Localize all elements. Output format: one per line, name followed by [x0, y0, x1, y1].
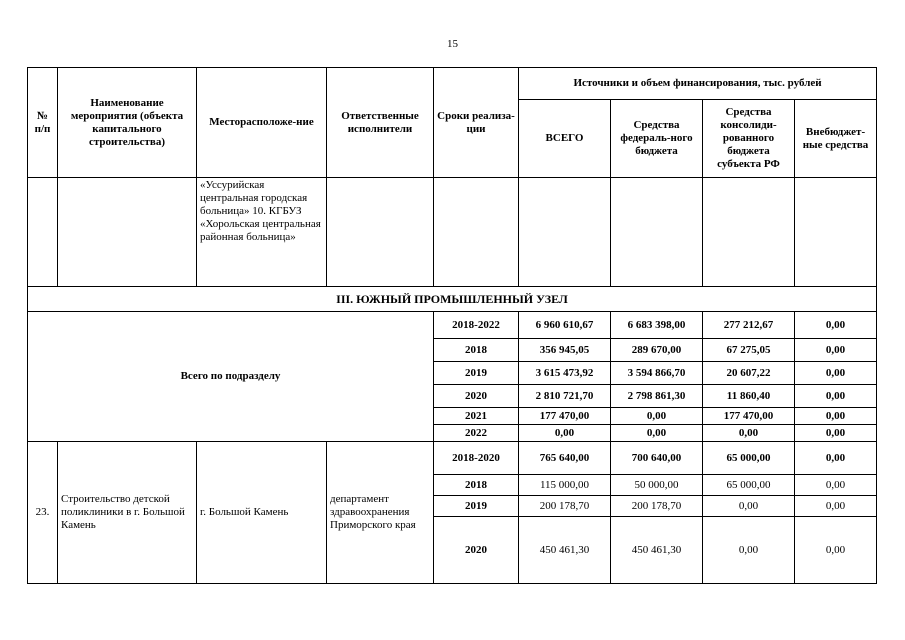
federal-cell: 2 798 861,30 — [611, 385, 703, 408]
section-title-row — [28, 287, 877, 312]
cell-empty — [519, 178, 611, 287]
federal-cell: 200 178,70 — [611, 496, 703, 517]
header-total: ВСЕГО — [519, 100, 611, 178]
total-cell: 2 810 721,70 — [519, 385, 611, 408]
regional-cell: 65 000,00 — [703, 475, 795, 496]
table-row-continuation — [28, 178, 877, 287]
cell-empty — [703, 178, 795, 287]
regional-cell: 65 000,00 — [703, 442, 795, 475]
federal-cell: 6 683 398,00 — [611, 312, 703, 339]
extra-cell: 0,00 — [795, 408, 877, 425]
item-number: 23. — [28, 442, 58, 584]
table-header-row — [28, 68, 877, 100]
item-responsible: департамент здравоохранения Приморского края — [327, 442, 434, 584]
total-cell: 356 945,05 — [519, 339, 611, 362]
extra-cell: 0,00 — [795, 339, 877, 362]
total-cell: 6 960 610,67 — [519, 312, 611, 339]
extra-cell: 0,00 — [795, 517, 877, 584]
regional-cell: 277 212,67 — [703, 312, 795, 339]
period-cell: 2019 — [434, 496, 519, 517]
federal-cell: 0,00 — [611, 425, 703, 442]
header-funding-group: Источники и объем финансирования, тыс. рублей — [519, 68, 877, 100]
header-name: Наименование мероприятия (объекта капитального строительства) — [58, 68, 197, 178]
header-regional: Средства консолиди-рованного бюджета субъекта РФ — [703, 100, 795, 178]
total-cell: 115 000,00 — [519, 475, 611, 496]
extra-cell: 0,00 — [795, 496, 877, 517]
cell-empty — [611, 178, 703, 287]
table-row — [28, 442, 877, 475]
item-location: г. Большой Камень — [197, 442, 327, 584]
cell-empty — [58, 178, 197, 287]
total-cell: 765 640,00 — [519, 442, 611, 475]
page-number: 15 — [447, 38, 458, 50]
cell-empty — [795, 178, 877, 287]
period-cell: 2020 — [434, 385, 519, 408]
section-title: III. ЮЖНЫЙ ПРОМЫШЛЕННЫЙ УЗЕЛ — [28, 287, 877, 312]
period-cell: 2018-2022 — [434, 312, 519, 339]
header-federal: Средства федераль-ного бюджета — [611, 100, 703, 178]
regional-cell: 11 860,40 — [703, 385, 795, 408]
total-cell: 3 615 473,92 — [519, 362, 611, 385]
header-responsible: Ответственные исполнители — [327, 68, 434, 178]
regional-cell: 177 470,00 — [703, 408, 795, 425]
regional-cell: 67 275,05 — [703, 339, 795, 362]
financing-table — [27, 67, 877, 584]
period-cell: 2018 — [434, 339, 519, 362]
total-cell: 0,00 — [519, 425, 611, 442]
extra-cell: 0,00 — [795, 312, 877, 339]
regional-cell: 20 607,22 — [703, 362, 795, 385]
total-cell: 450 461,30 — [519, 517, 611, 584]
extra-cell: 0,00 — [795, 442, 877, 475]
regional-cell: 0,00 — [703, 425, 795, 442]
period-cell: 2019 — [434, 362, 519, 385]
regional-cell: 0,00 — [703, 517, 795, 584]
extra-cell: 0,00 — [795, 362, 877, 385]
extra-cell: 0,00 — [795, 425, 877, 442]
federal-cell: 700 640,00 — [611, 442, 703, 475]
cell-empty — [28, 178, 58, 287]
federal-cell: 50 000,00 — [611, 475, 703, 496]
continuation-location: «Уссурийская центральная городская больница» 10. КГБУЗ «Хорольская центральная районная больница» — [197, 178, 327, 287]
header-num: № п/п — [28, 68, 58, 178]
period-cell: 2020 — [434, 517, 519, 584]
table-row — [28, 312, 877, 339]
period-cell: 2018-2020 — [434, 442, 519, 475]
cell-empty — [327, 178, 434, 287]
item-name: Строительство детской поликлиники в г. Большой Камень — [58, 442, 197, 584]
total-cell: 200 178,70 — [519, 496, 611, 517]
cell-empty — [434, 178, 519, 287]
period-cell: 2018 — [434, 475, 519, 496]
header-terms: Сроки реализа-ции — [434, 68, 519, 178]
subtotal-label: Всего по подразделу — [28, 312, 434, 442]
total-cell: 177 470,00 — [519, 408, 611, 425]
header-location: Месторасположе-ние — [197, 68, 327, 178]
period-cell: 2022 — [434, 425, 519, 442]
period-cell: 2021 — [434, 408, 519, 425]
extra-cell: 0,00 — [795, 475, 877, 496]
header-extra: Внебюджет-ные средства — [795, 100, 877, 178]
federal-cell: 0,00 — [611, 408, 703, 425]
regional-cell: 0,00 — [703, 496, 795, 517]
federal-cell: 450 461,30 — [611, 517, 703, 584]
extra-cell: 0,00 — [795, 385, 877, 408]
federal-cell: 3 594 866,70 — [611, 362, 703, 385]
federal-cell: 289 670,00 — [611, 339, 703, 362]
